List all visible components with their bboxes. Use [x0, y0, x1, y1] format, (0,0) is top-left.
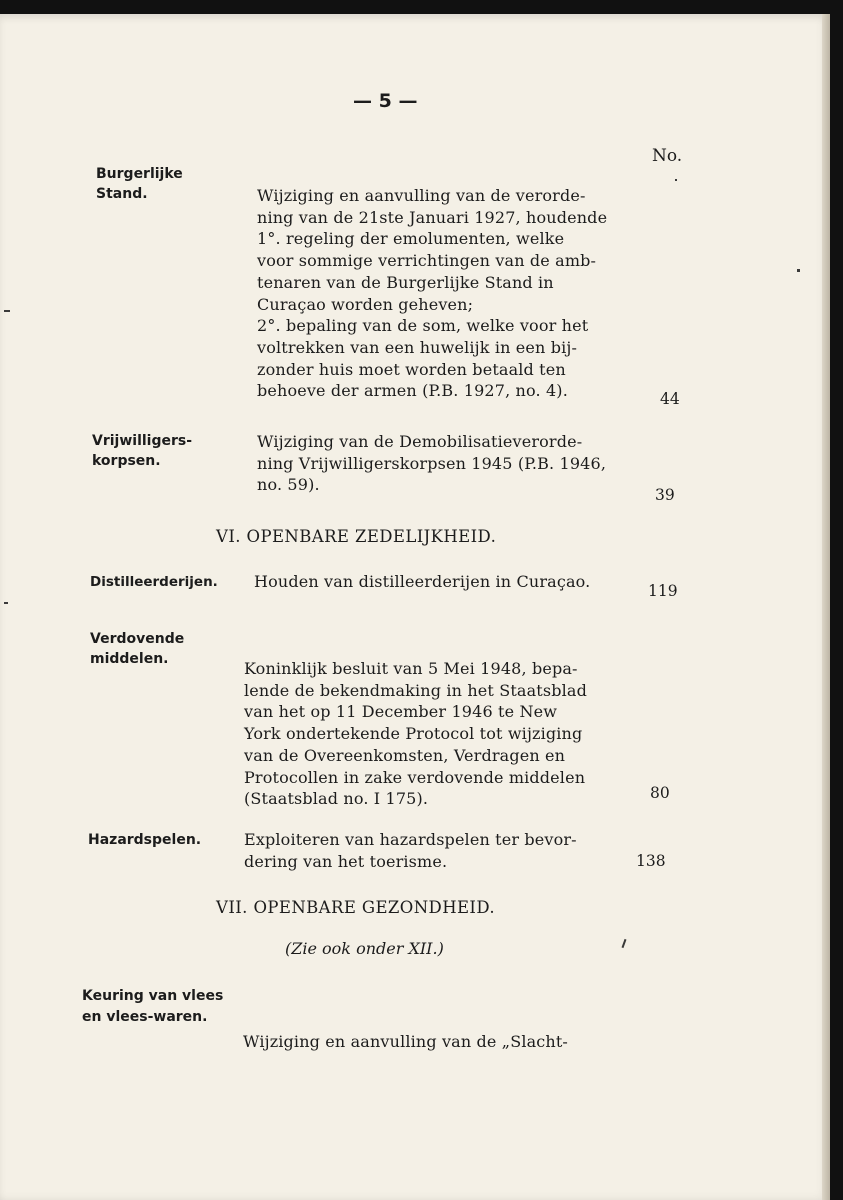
text-line: zonder huis moet worden betaald ten	[257, 359, 566, 379]
entry-number: 39	[655, 486, 675, 504]
text-line: lende de bekendmaking in het Staatsblad	[244, 680, 587, 700]
text-line: Protocollen in zake verdovende middelen	[244, 767, 586, 787]
text-line: Wijziging van de Demobilisatieverorde-	[257, 432, 583, 451]
ink-speck	[675, 179, 677, 181]
text-line: Wijziging en aanvulling van de verorde-	[257, 186, 586, 205]
text-line: tenaren van de Burgerlijke Stand in	[257, 272, 554, 292]
text-line: behoeve der armen (P.B. 1927, no. 4).	[257, 381, 568, 401]
entry-text	[244, 658, 632, 810]
entry-heading: Hazardspelen.	[88, 832, 202, 848]
text-line: voor sommige verrichtingen van de amb-	[257, 251, 597, 271]
section-note: (Zie ook onder XII.)	[285, 939, 444, 958]
entry-heading: Keuring van vlees en vlees-waren.	[82, 988, 224, 1025]
ink-speck	[4, 602, 8, 604]
number-column-label: No.	[652, 146, 683, 166]
entry-text	[243, 1031, 643, 1053]
entry-heading: Distilleerderijen.	[90, 574, 218, 590]
entry-text	[254, 571, 644, 593]
text-line: Exploiteren van hazardspelen ter bevor-	[244, 830, 577, 849]
text-line: no. 59).	[257, 475, 320, 495]
entry-number: 44	[660, 390, 680, 408]
text-line: York ondertekende Protocol tot wijziging	[244, 724, 583, 744]
text-line: (Staatsblad no. I 175).	[244, 789, 429, 809]
text-line: 2°. bepaling van de som, welke voor het	[257, 316, 589, 336]
entry-text	[244, 829, 632, 872]
entry-heading: Vrijwilligers-korpsen.	[92, 433, 193, 469]
text-line: voltrekken van een huwelijk in een bij-	[257, 337, 578, 357]
text-line: Curaçao worden geheven;	[257, 294, 474, 314]
text-line: dering van het toerisme.	[244, 851, 448, 871]
text-line: van het op 11 December 1946 te New	[244, 702, 558, 722]
text-line: Koninklijk besluit van 5 Mei 1948, bepa-	[244, 659, 578, 678]
ink-speck	[4, 310, 10, 312]
ink-speck	[797, 269, 800, 272]
entry-number: 138	[636, 852, 666, 870]
document-page	[0, 14, 830, 1200]
section-heading: VI. OPENBARE ZEDELIJKHEID.	[216, 527, 497, 546]
text-line: ning Vrijwilligerskorpsen 1945 (P.B. 1946,	[257, 453, 607, 473]
text-line: ning van de 21ste Januari 1927, houdende	[257, 207, 608, 227]
entry-heading: Verdovende middelen.	[90, 631, 185, 667]
page-number: — 5 —	[353, 90, 418, 112]
entry-number: 119	[648, 582, 678, 600]
entry-number: 80	[650, 784, 670, 802]
entry-text	[257, 431, 641, 496]
ink-speck	[622, 939, 627, 948]
section-heading: VII. OPENBARE GEZONDHEID.	[216, 898, 496, 917]
text-line: Houden van distilleerderijen in Curaçao.	[254, 572, 591, 591]
entry-text	[257, 185, 641, 402]
page-edge	[822, 14, 830, 1200]
entry-heading: Burgerlijke Stand.	[96, 166, 183, 202]
text-line: van de Overeenkomsten, Verdragen en	[244, 745, 566, 765]
text-line: Wijziging en aanvulling van de „Slacht-	[243, 1032, 568, 1051]
text-line: 1°. regeling der emolumenten, welke	[257, 229, 565, 249]
